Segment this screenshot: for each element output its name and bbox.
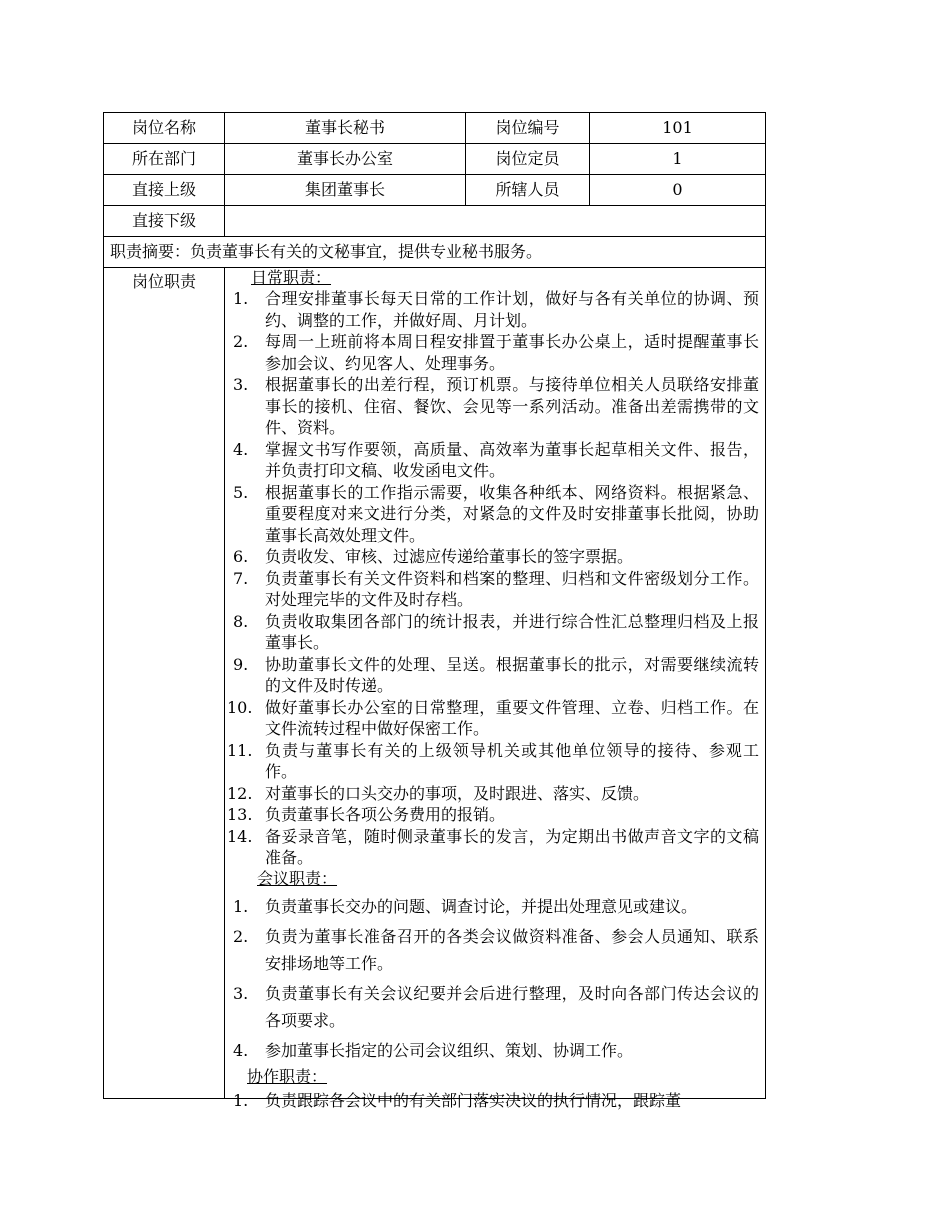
table-row <box>104 113 766 144</box>
department-value: 董事长办公室 <box>225 144 466 175</box>
list-item: 2. 负责为董事长准备召开的各类会议做资料准备、参会人员通知、联系安排场地等工作。 <box>233 926 759 973</box>
duties-label: 岗位职责 <box>104 268 225 1099</box>
direct-subordinate-label: 直接下级 <box>104 206 225 237</box>
position-name-value: 董事长秘书 <box>225 113 466 144</box>
daily-duties-list <box>225 288 765 869</box>
list-item: 10. 做好董事长办公室的日常整理，重要文件管理、立卷、归档工作。在文件流转过程中做好保密工作。 <box>227 697 759 738</box>
position-number-label: 岗位编号 <box>466 113 590 144</box>
direct-superior-value: 集团董事长 <box>225 175 466 206</box>
list-item: 3. 根据董事长的出差行程，预订机票。与接待单位相关人员联络安排董事长的接机、住宿、餐饮、会见等一系列活动。准备出差需携带的文件、资料。 <box>233 375 759 437</box>
list-item: 9. 协助董事长文件的处理、呈送。根据董事长的批示，对需要继续流转的文件及时传递。 <box>233 654 759 695</box>
headcount-label: 岗位定员 <box>466 144 590 175</box>
list-item: 5. 根据董事长的工作指示需要，收集各种纸本、网络资料。根据紧急、重要程度对来文进行分类，对紧急的文件及时安排董事长批阅，协助董事长高效处理文件。 <box>233 482 759 545</box>
headcount-value: 1 <box>590 144 766 175</box>
position-name-label: 岗位名称 <box>104 113 225 144</box>
list-item: 12. 对董事长的口头交办的事项，及时跟进、落实、反馈。 <box>227 783 650 803</box>
list-item: 2. 每周一上班前将本周日程安排置于董事长办公桌上，适时提醒董事长参加会议、约见客人、处理事务。 <box>233 332 759 373</box>
table-row <box>104 175 766 206</box>
list-item: 1. 合理安排董事长每天日常的工作计划，做好与各有关单位的协调、预约、调整的工作，并做好周、月计划。 <box>233 289 759 330</box>
subordinates-label: 所辖人员 <box>466 175 590 206</box>
meeting-duties-list <box>225 893 765 1064</box>
meeting-duties-title: 会议职责： <box>257 868 338 888</box>
direct-superior-label: 直接上级 <box>104 175 225 206</box>
list-item: 8. 负责收取集团各部门的统计报表，并进行综合性汇总整理归档及上报董事长。 <box>233 611 759 652</box>
list-item: 14. 备妥录音笔，随时侧录董事长的发言，为定期出书做声音文字的文稿准备。 <box>227 826 759 867</box>
department-label: 所在部门 <box>104 144 225 175</box>
coop-duties-title: 协作职责： <box>247 1066 328 1086</box>
list-item: 11. 负责与董事长有关的上级领导机关或其他单位领导的接待、参观工作。 <box>227 740 759 781</box>
duty-summary: 职责摘要：负责董事长有关的文秘事宜，提供专业秘书服务。 <box>104 237 766 268</box>
subordinates-value: 0 <box>590 175 766 206</box>
list-item: 6. 负责收发、审核、过滤应传递给董事长的签字票据。 <box>233 547 634 566</box>
list-item: 1. 负责董事长交办的问题、调查讨论，并提出处理意见或建议。 <box>233 896 698 916</box>
duties-content <box>225 268 766 1110</box>
list-item: 3. 负责董事长有关会议纪要并会后进行整理，及时向各部门传达会议的各项要求。 <box>233 983 759 1030</box>
table-row <box>104 144 766 175</box>
direct-subordinate-value <box>225 206 766 237</box>
list-item: 4. 参加董事长指定的公司会议组织、策划、协调工作。 <box>233 1040 634 1060</box>
job-description-table <box>103 112 766 1110</box>
list-item: 4. 掌握文书写作要领，高质量、高效率为董事长起草相关文件、报告，并负责打印文稿、收发函电文件。 <box>233 439 759 480</box>
table-row <box>104 237 766 268</box>
coop-duties-list <box>225 1090 765 1112</box>
list-item: 1. 负责跟踪各会议中的有关部门落实决议的执行情况，跟踪董 <box>233 1090 682 1110</box>
table-row <box>104 268 766 1099</box>
list-item: 7. 负责董事长有关文件资料和档案的整理、归档和文件密级划分工作。对处理完毕的文件及时存档。 <box>233 568 759 609</box>
list-item: 13. 负责董事长各项公务费用的报销。 <box>227 805 506 824</box>
table-row <box>104 206 766 237</box>
daily-duties-title: 日常职责： <box>251 268 332 287</box>
position-number-value: 101 <box>590 113 766 144</box>
